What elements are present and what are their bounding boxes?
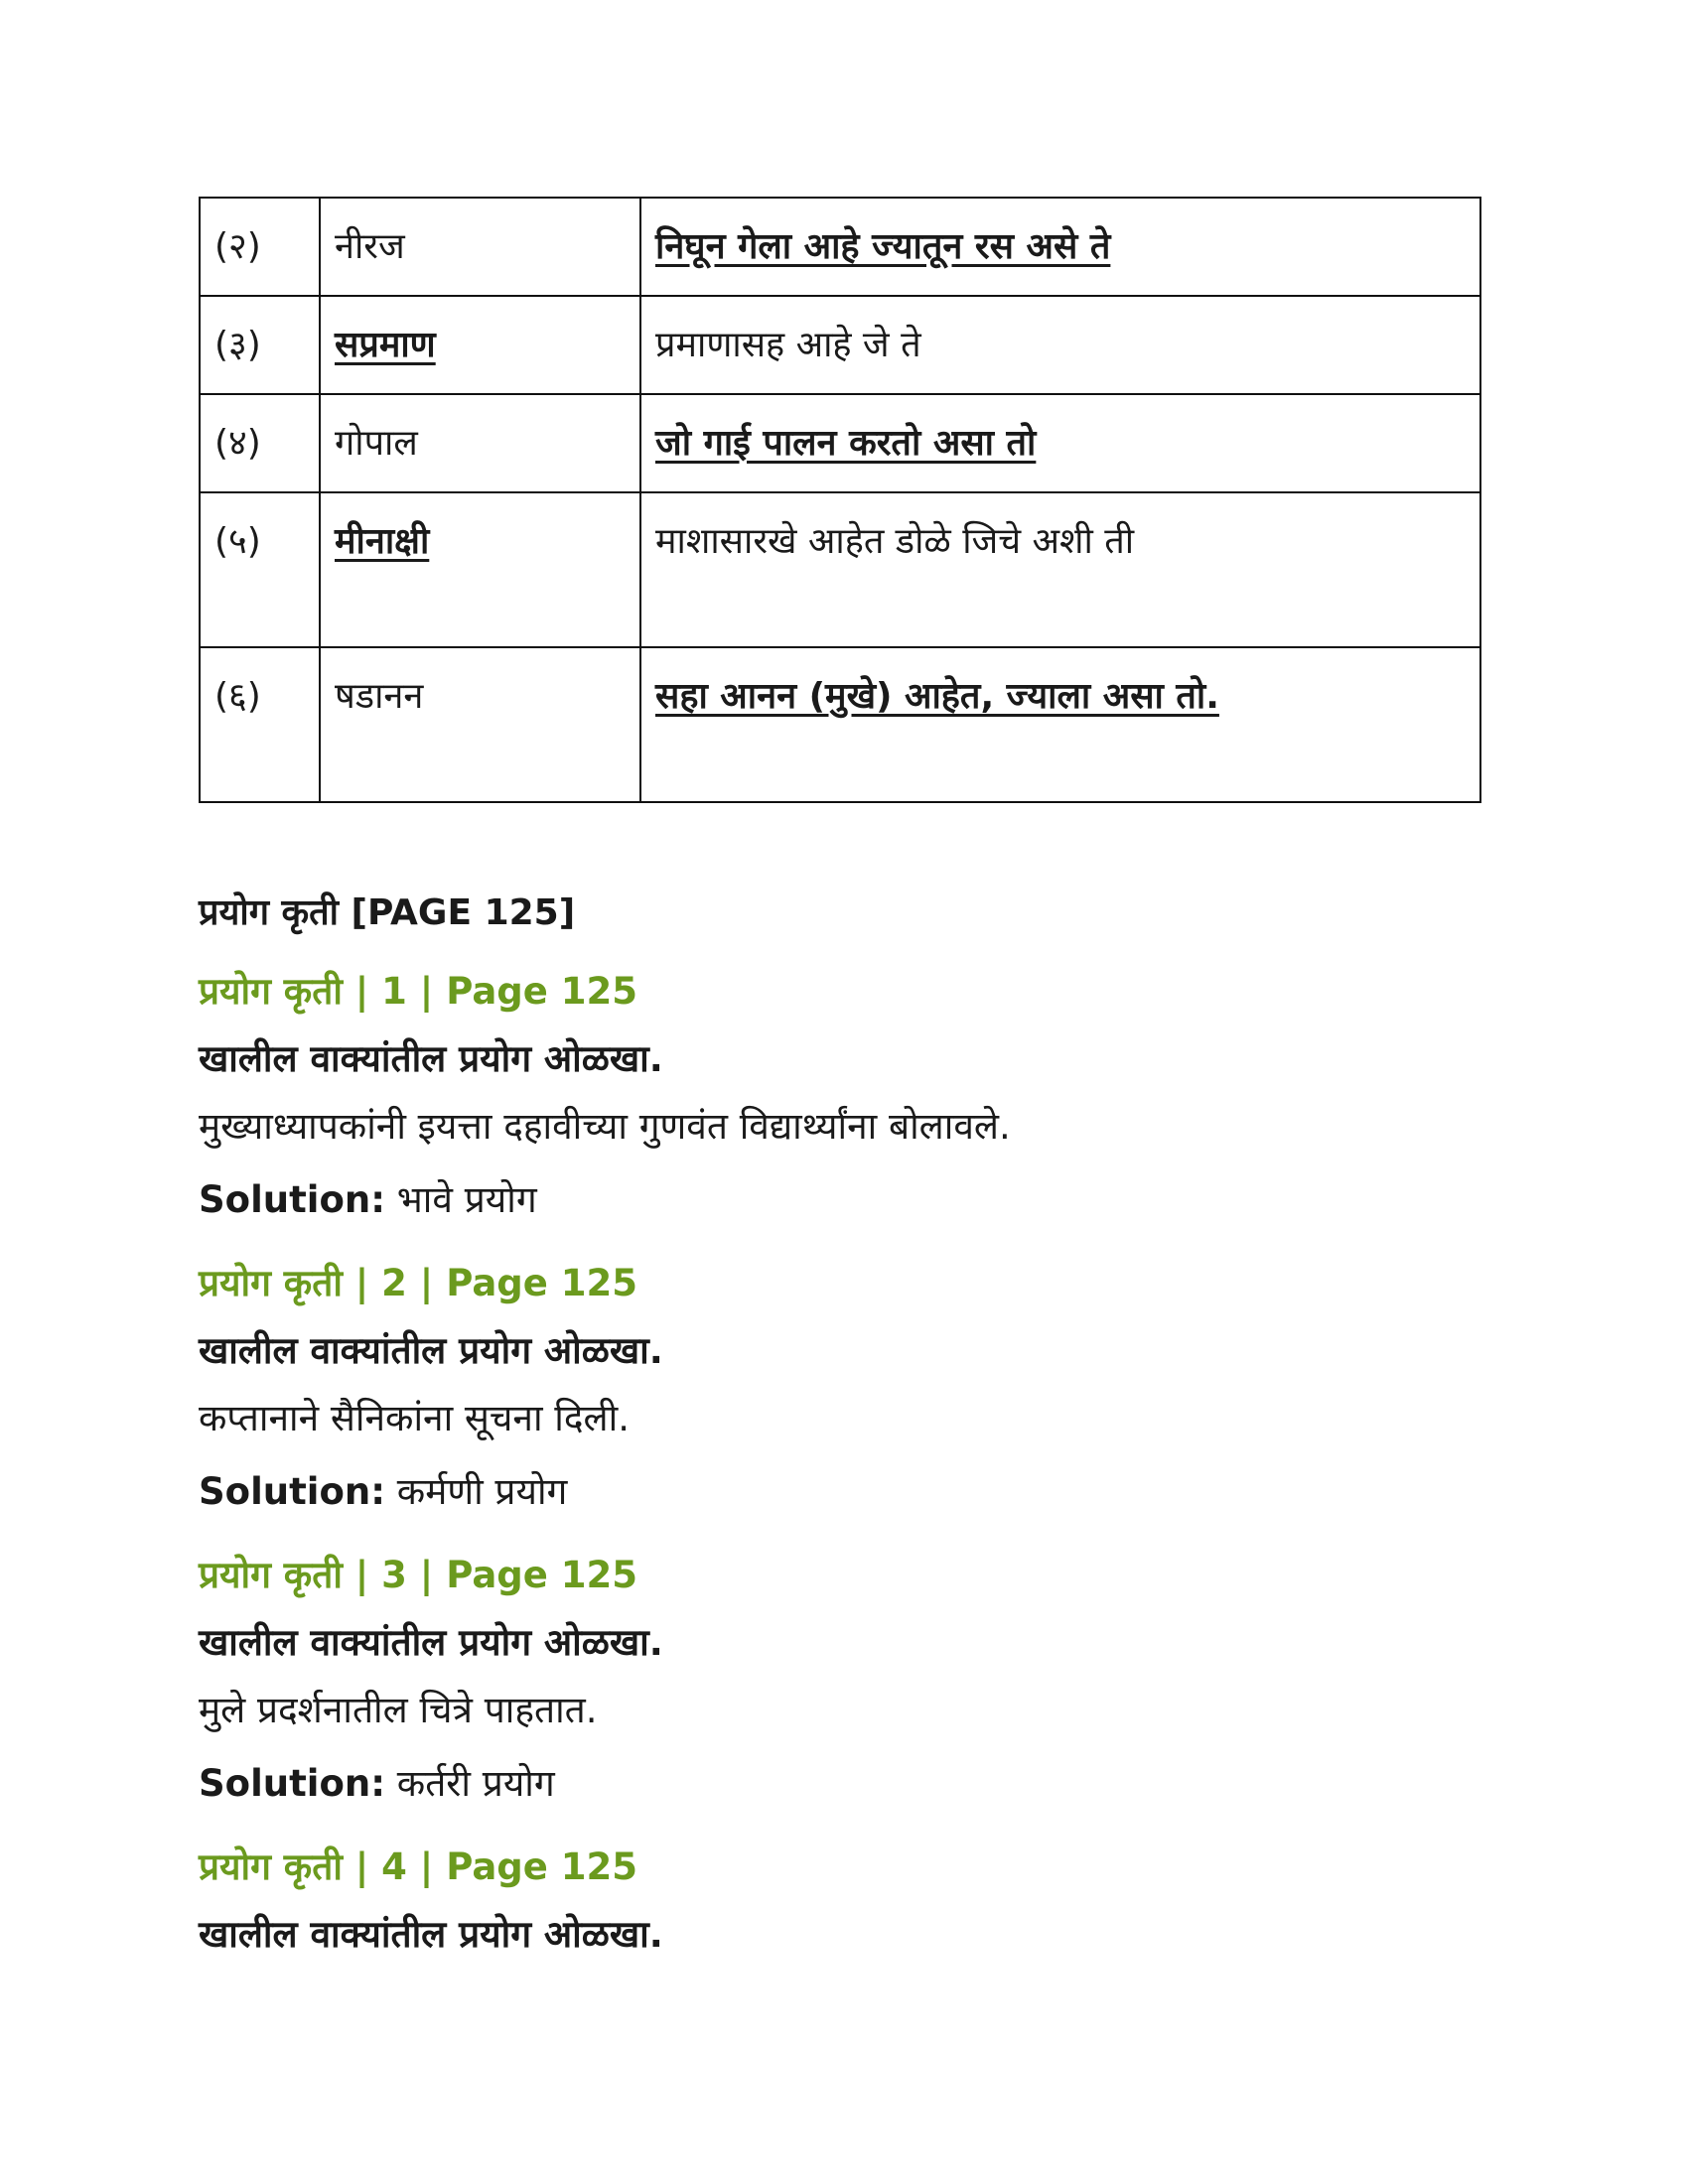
question-heading-link[interactable]: प्रयोग कृती | 2 | Page 125: [199, 1262, 637, 1304]
question-prompt: खालील वाक्यांतील प्रयोग ओळखा.: [199, 1329, 663, 1372]
compound-word: सप्रमाण: [320, 296, 640, 394]
compound-meaning: माशासारखे आहेत डोळे जिचे अशी ती: [640, 492, 1480, 647]
question-heading-link[interactable]: प्रयोग कृती | 3 | Page 125: [199, 1554, 637, 1596]
question-block: [199, 1548, 1479, 1804]
row-number: (२): [200, 198, 320, 296]
question-sentence: मुले प्रदर्शनातील चित्रे पाहतात.: [199, 1689, 598, 1731]
compound-meaning: प्रमाणासह आहे जे ते: [640, 296, 1480, 394]
question-block: [199, 1840, 1479, 1955]
solution-line: [199, 1172, 1479, 1220]
question-block: [199, 1256, 1479, 1512]
compound-meaning: सहा आनन (मुखे) आहेत, ज्याला असा तो.: [640, 647, 1480, 802]
compound-meaning: निघून गेला आहे ज्यातून रस असे ते: [640, 198, 1480, 296]
compound-meaning: जो गाई पालन करतो असा तो: [640, 394, 1480, 492]
solution-label: Solution:: [199, 1470, 386, 1513]
table-row: [200, 198, 1480, 296]
row-number: (६): [200, 647, 320, 802]
question-sentence: कप्तानाने सैनिकांना सूचना दिली.: [199, 1397, 630, 1439]
row-number: (४): [200, 394, 320, 492]
question-block: [199, 964, 1479, 1220]
table-row: [200, 296, 1480, 394]
table-row: [200, 647, 1480, 802]
question-prompt: खालील वाक्यांतील प्रयोग ओळखा.: [199, 1037, 663, 1080]
solution-label: Solution:: [199, 1762, 386, 1805]
solution-label: Solution:: [199, 1178, 386, 1221]
solution-line: [199, 1756, 1479, 1804]
question-prompt: खालील वाक्यांतील प्रयोग ओळखा.: [199, 1621, 663, 1664]
table-row: [200, 394, 1480, 492]
solution-text: भावे प्रयोग: [396, 1178, 537, 1221]
question-heading-link[interactable]: प्रयोग कृती | 1 | Page 125: [199, 970, 637, 1013]
question-sentence: मुख्याध्यापकांनी इयत्ता दहावीच्या गुणवंत विद्यार्थ्यांना बोलावले.: [199, 1105, 1011, 1148]
question-heading-link[interactable]: प्रयोग कृती | 4 | Page 125: [199, 1845, 637, 1888]
document-page: [199, 197, 1479, 1990]
compound-word: गोपाल: [320, 394, 640, 492]
solution-line: [199, 1464, 1479, 1512]
question-prompt: खालील वाक्यांतील प्रयोग ओळखा.: [199, 1913, 663, 1956]
solution-text: कर्तरी प्रयोग: [396, 1762, 555, 1805]
compound-word: षडानन: [320, 647, 640, 802]
table-row: [200, 492, 1480, 647]
row-number: (३): [200, 296, 320, 394]
solution-text: कर्मणी प्रयोग: [396, 1470, 568, 1513]
compound-word: मीनाक्षी: [320, 492, 640, 647]
samas-table: [199, 197, 1481, 803]
section-title: प्रयोग कृती [PAGE 125]: [199, 892, 576, 933]
row-number: (५): [200, 492, 320, 647]
compound-word: नीरज: [320, 198, 640, 296]
